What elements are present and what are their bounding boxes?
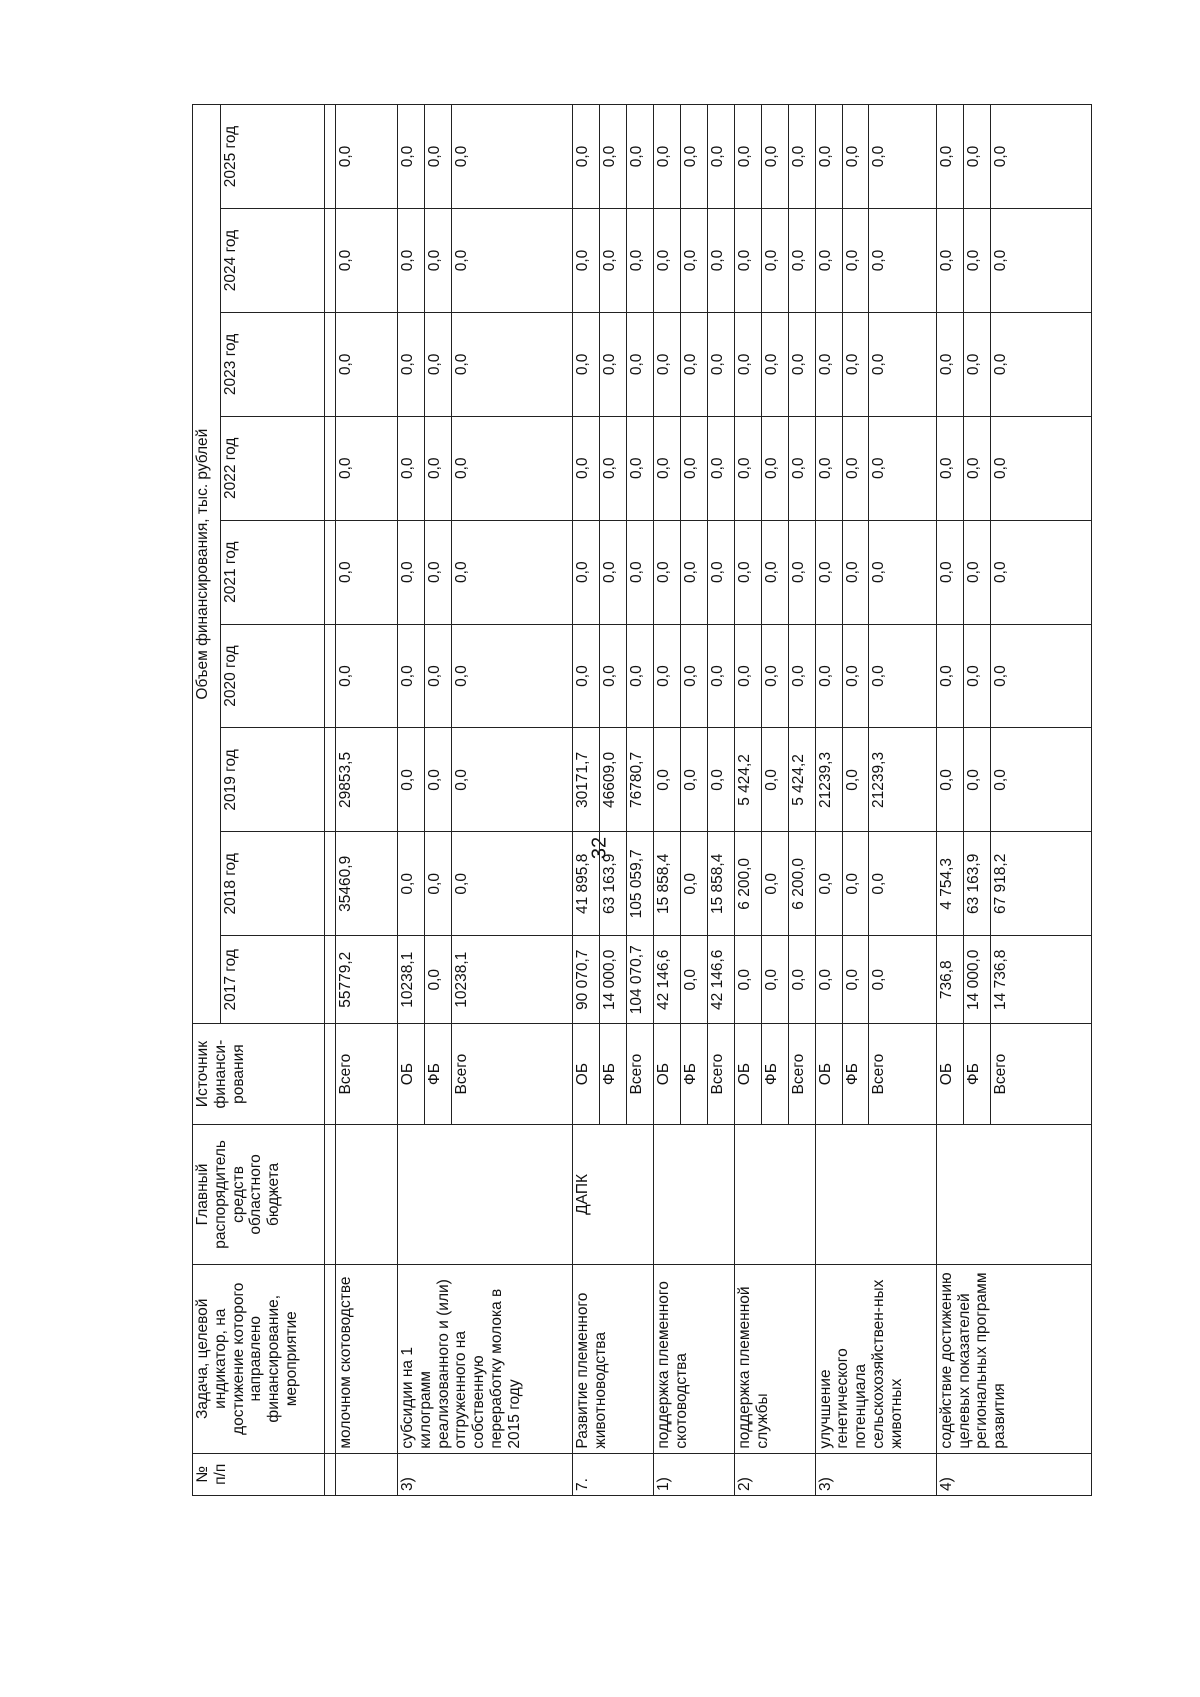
value-cell: 0,0 bbox=[815, 832, 842, 936]
financing-table bbox=[192, 104, 1092, 1496]
value-cell: 0,0 bbox=[734, 209, 761, 313]
value-cell: 0,0 bbox=[761, 936, 788, 1024]
header-year: 2019 год bbox=[221, 728, 325, 832]
value-cell: 0,0 bbox=[336, 312, 398, 416]
value-cell: 0,0 bbox=[680, 312, 707, 416]
value-cell: 14 736,8 bbox=[990, 936, 1091, 1024]
value-cell: 0,0 bbox=[397, 312, 424, 416]
value-cell: 0,0 bbox=[336, 624, 398, 728]
source-cell: Всего bbox=[707, 1024, 734, 1125]
value-cell: 0,0 bbox=[397, 624, 424, 728]
value-cell: 0,0 bbox=[397, 416, 424, 520]
value-cell: 0,0 bbox=[680, 209, 707, 313]
task-cell: содействие достижению целевых показателей региональных программ развития bbox=[936, 1264, 1091, 1453]
value-cell: 0,0 bbox=[734, 936, 761, 1024]
source-cell: ОБ bbox=[653, 1024, 680, 1125]
value-cell: 0,0 bbox=[842, 728, 869, 832]
value-cell: 0,0 bbox=[627, 312, 654, 416]
value-cell: 0,0 bbox=[424, 105, 451, 209]
value-cell: 14 000,0 bbox=[600, 936, 627, 1024]
value-cell: 41 895,8 bbox=[573, 832, 600, 936]
value-cell: 6 200,0 bbox=[734, 832, 761, 936]
value-cell: 14 000,0 bbox=[963, 936, 990, 1024]
value-cell: 0,0 bbox=[815, 105, 842, 209]
value-cell: 0,0 bbox=[788, 520, 815, 624]
value-cell: 0,0 bbox=[707, 520, 734, 624]
header-year: 2022 год bbox=[221, 416, 325, 520]
header-row-1 bbox=[193, 105, 221, 1496]
value-cell: 0,0 bbox=[815, 520, 842, 624]
source-cell: Всего bbox=[451, 1024, 572, 1125]
source-cell: Всего bbox=[336, 1024, 398, 1125]
page-number: 32 bbox=[588, 836, 611, 860]
value-cell: 0,0 bbox=[869, 416, 936, 520]
value-cell: 0,0 bbox=[761, 105, 788, 209]
header-year: 2018 год bbox=[221, 832, 325, 936]
value-cell: 0,0 bbox=[424, 728, 451, 832]
header-year: 2023 год bbox=[221, 312, 325, 416]
source-cell: ФБ bbox=[761, 1024, 788, 1125]
value-cell: 0,0 bbox=[653, 520, 680, 624]
value-cell: 0,0 bbox=[627, 416, 654, 520]
value-cell: 0,0 bbox=[734, 520, 761, 624]
value-cell: 0,0 bbox=[680, 624, 707, 728]
value-cell: 0,0 bbox=[761, 209, 788, 313]
value-cell: 0,0 bbox=[936, 209, 963, 313]
value-cell: 15 858,4 bbox=[707, 832, 734, 936]
value-cell: 0,0 bbox=[424, 832, 451, 936]
task-cell: субсидии на 1 килограмм реализованного и (или) отгруженного на собственную переработку молока в 2015 году bbox=[397, 1264, 572, 1453]
value-cell: 0,0 bbox=[842, 832, 869, 936]
header-task: Задача, целевой индикатор, на достижение которого направлено финансирование, мероприятие bbox=[193, 1264, 325, 1453]
value-cell: 46609,0 bbox=[600, 728, 627, 832]
value-cell: 0,0 bbox=[734, 624, 761, 728]
source-cell: ОБ bbox=[936, 1024, 963, 1125]
value-cell: 0,0 bbox=[788, 624, 815, 728]
value-cell: 0,0 bbox=[990, 312, 1091, 416]
value-cell: 0,0 bbox=[963, 209, 990, 313]
value-cell: 0,0 bbox=[600, 105, 627, 209]
value-cell: 0,0 bbox=[761, 520, 788, 624]
value-cell: 0,0 bbox=[734, 312, 761, 416]
value-cell: 0,0 bbox=[990, 520, 1091, 624]
value-cell: 0,0 bbox=[815, 624, 842, 728]
value-cell: 0,0 bbox=[573, 520, 600, 624]
value-cell: 0,0 bbox=[761, 832, 788, 936]
value-cell: 0,0 bbox=[451, 209, 572, 313]
header-year: 2020 год bbox=[221, 624, 325, 728]
value-cell: 0,0 bbox=[734, 416, 761, 520]
header-source: Источник финанси-рования bbox=[193, 1024, 325, 1125]
value-cell: 21239,3 bbox=[815, 728, 842, 832]
value-cell: 0,0 bbox=[936, 105, 963, 209]
row-number: 7. bbox=[573, 1453, 654, 1495]
task-cell: Развитие племенного животноводства bbox=[573, 1264, 654, 1453]
value-cell: 0,0 bbox=[451, 728, 572, 832]
row-number: 4) bbox=[936, 1453, 1091, 1495]
value-cell: 0,0 bbox=[990, 209, 1091, 313]
source-cell: ФБ bbox=[842, 1024, 869, 1125]
value-cell: 0,0 bbox=[680, 936, 707, 1024]
value-cell: 0,0 bbox=[869, 520, 936, 624]
row-number: 3) bbox=[397, 1453, 572, 1495]
value-cell: 5 424,2 bbox=[788, 728, 815, 832]
value-cell: 0,0 bbox=[963, 416, 990, 520]
header-year: 2017 год bbox=[221, 936, 325, 1024]
value-cell: 0,0 bbox=[573, 105, 600, 209]
value-cell: 0,0 bbox=[761, 624, 788, 728]
value-cell: 104 070,7 bbox=[627, 936, 654, 1024]
value-cell: 0,0 bbox=[573, 624, 600, 728]
source-cell: ОБ bbox=[573, 1024, 600, 1125]
value-cell: 0,0 bbox=[963, 520, 990, 624]
value-cell: 63 163,9 bbox=[963, 832, 990, 936]
value-cell: 0,0 bbox=[936, 416, 963, 520]
value-cell: 0,0 bbox=[936, 624, 963, 728]
value-cell: 0,0 bbox=[990, 105, 1091, 209]
value-cell: 0,0 bbox=[336, 105, 398, 209]
value-cell: 76780,7 bbox=[627, 728, 654, 832]
row-number: 3) bbox=[815, 1453, 936, 1495]
value-cell: 5 424,2 bbox=[734, 728, 761, 832]
table-row bbox=[397, 105, 424, 1496]
value-cell: 0,0 bbox=[451, 416, 572, 520]
value-cell: 15 858,4 bbox=[653, 832, 680, 936]
value-cell: 67 918,2 bbox=[990, 832, 1091, 936]
value-cell: 90 070,7 bbox=[573, 936, 600, 1024]
value-cell: 0,0 bbox=[600, 416, 627, 520]
value-cell: 0,0 bbox=[707, 624, 734, 728]
value-cell: 21239,3 bbox=[869, 728, 936, 832]
source-cell: ФБ bbox=[424, 1024, 451, 1125]
value-cell: 0,0 bbox=[761, 312, 788, 416]
value-cell: 0,0 bbox=[573, 209, 600, 313]
distributor-cell: ДАПК bbox=[573, 1124, 654, 1264]
value-cell: 55779,2 bbox=[336, 936, 398, 1024]
value-cell: 0,0 bbox=[600, 520, 627, 624]
value-cell: 0,0 bbox=[397, 105, 424, 209]
table-row bbox=[815, 105, 842, 1496]
value-cell: 0,0 bbox=[869, 105, 936, 209]
value-cell: 0,0 bbox=[936, 520, 963, 624]
value-cell: 10238,1 bbox=[451, 936, 572, 1024]
value-cell: 0,0 bbox=[963, 624, 990, 728]
value-cell: 0,0 bbox=[842, 312, 869, 416]
value-cell: 0,0 bbox=[815, 312, 842, 416]
spacer-row bbox=[325, 105, 336, 1496]
header-distributor: Главный распорядитель средств областного бюджета bbox=[193, 1124, 325, 1264]
header-volume: Объем финансирования, тыс. рублей bbox=[193, 105, 221, 1024]
source-cell: ФБ bbox=[680, 1024, 707, 1125]
source-cell: ФБ bbox=[600, 1024, 627, 1125]
value-cell: 0,0 bbox=[788, 105, 815, 209]
value-cell: 0,0 bbox=[990, 416, 1091, 520]
row-number: 1) bbox=[653, 1453, 734, 1495]
value-cell: 0,0 bbox=[451, 520, 572, 624]
value-cell: 0,0 bbox=[397, 520, 424, 624]
value-cell: 0,0 bbox=[424, 624, 451, 728]
task-cell: улучшение генетического потенциала сельскохозяйствен-ных животных bbox=[815, 1264, 936, 1453]
value-cell: 0,0 bbox=[653, 416, 680, 520]
value-cell: 0,0 bbox=[653, 624, 680, 728]
table-row bbox=[734, 105, 761, 1496]
value-cell: 0,0 bbox=[869, 832, 936, 936]
value-cell: 0,0 bbox=[963, 312, 990, 416]
task-cell: молочном скотоводстве bbox=[336, 1264, 398, 1453]
task-cell: поддержка племенного скотоводства bbox=[653, 1264, 734, 1453]
value-cell: 0,0 bbox=[653, 728, 680, 832]
value-cell: 0,0 bbox=[653, 209, 680, 313]
source-cell: ФБ bbox=[963, 1024, 990, 1125]
value-cell: 0,0 bbox=[451, 832, 572, 936]
value-cell: 0,0 bbox=[451, 624, 572, 728]
value-cell: 0,0 bbox=[627, 624, 654, 728]
value-cell: 0,0 bbox=[627, 209, 654, 313]
value-cell: 42 146,6 bbox=[707, 936, 734, 1024]
value-cell: 0,0 bbox=[707, 105, 734, 209]
value-cell: 0,0 bbox=[963, 728, 990, 832]
value-cell: 0,0 bbox=[869, 312, 936, 416]
table-row bbox=[936, 105, 963, 1496]
source-cell: Всего bbox=[990, 1024, 1091, 1125]
value-cell: 0,0 bbox=[842, 624, 869, 728]
value-cell: 0,0 bbox=[627, 105, 654, 209]
value-cell: 0,0 bbox=[815, 209, 842, 313]
value-cell: 0,0 bbox=[680, 520, 707, 624]
value-cell: 0,0 bbox=[451, 312, 572, 416]
value-cell: 0,0 bbox=[707, 209, 734, 313]
value-cell: 0,0 bbox=[680, 832, 707, 936]
value-cell: 0,0 bbox=[842, 209, 869, 313]
value-cell: 105 059,7 bbox=[627, 832, 654, 936]
table-row bbox=[573, 105, 600, 1496]
value-cell: 736,8 bbox=[936, 936, 963, 1024]
value-cell: 30171,7 bbox=[573, 728, 600, 832]
value-cell: 0,0 bbox=[424, 520, 451, 624]
rotated-table-container bbox=[192, 104, 1092, 1496]
value-cell: 0,0 bbox=[627, 520, 654, 624]
value-cell: 0,0 bbox=[680, 105, 707, 209]
value-cell: 42 146,6 bbox=[653, 936, 680, 1024]
value-cell: 0,0 bbox=[869, 209, 936, 313]
header-year: 2021 год bbox=[221, 520, 325, 624]
value-cell: 0,0 bbox=[842, 416, 869, 520]
task-cell: поддержка племенной службы bbox=[734, 1264, 815, 1453]
value-cell: 0,0 bbox=[842, 105, 869, 209]
value-cell: 0,0 bbox=[815, 936, 842, 1024]
value-cell: 4 754,3 bbox=[936, 832, 963, 936]
value-cell: 0,0 bbox=[869, 624, 936, 728]
value-cell: 0,0 bbox=[336, 209, 398, 313]
value-cell: 0,0 bbox=[936, 728, 963, 832]
value-cell: 0,0 bbox=[573, 312, 600, 416]
value-cell: 0,0 bbox=[761, 728, 788, 832]
value-cell: 0,0 bbox=[336, 416, 398, 520]
value-cell: 10238,1 bbox=[397, 936, 424, 1024]
value-cell: 0,0 bbox=[990, 624, 1091, 728]
value-cell: 0,0 bbox=[869, 936, 936, 1024]
value-cell: 0,0 bbox=[600, 312, 627, 416]
value-cell: 63 163,9 bbox=[600, 832, 627, 936]
value-cell: 0,0 bbox=[573, 416, 600, 520]
value-cell: 0,0 bbox=[680, 416, 707, 520]
value-cell: 0,0 bbox=[707, 312, 734, 416]
value-cell: 0,0 bbox=[424, 312, 451, 416]
value-cell: 0,0 bbox=[734, 105, 761, 209]
value-cell: 29853,5 bbox=[336, 728, 398, 832]
table-row bbox=[653, 105, 680, 1496]
value-cell: 6 200,0 bbox=[788, 832, 815, 936]
value-cell: 0,0 bbox=[842, 936, 869, 1024]
value-cell: 0,0 bbox=[761, 416, 788, 520]
value-cell: 35460,9 bbox=[336, 832, 398, 936]
value-cell: 0,0 bbox=[842, 520, 869, 624]
value-cell: 0,0 bbox=[397, 832, 424, 936]
value-cell: 0,0 bbox=[600, 624, 627, 728]
header-year: 2024 год bbox=[221, 209, 325, 313]
header-num: № п/п bbox=[193, 1453, 325, 1495]
value-cell: 0,0 bbox=[397, 728, 424, 832]
value-cell: 0,0 bbox=[963, 105, 990, 209]
value-cell: 0,0 bbox=[653, 312, 680, 416]
value-cell: 0,0 bbox=[788, 936, 815, 1024]
value-cell: 0,0 bbox=[990, 728, 1091, 832]
table-row bbox=[336, 105, 398, 1496]
value-cell: 0,0 bbox=[451, 105, 572, 209]
value-cell: 0,0 bbox=[707, 728, 734, 832]
value-cell: 0,0 bbox=[680, 728, 707, 832]
source-cell: ОБ bbox=[734, 1024, 761, 1125]
source-cell: Всего bbox=[627, 1024, 654, 1125]
value-cell: 0,0 bbox=[815, 416, 842, 520]
value-cell: 0,0 bbox=[707, 416, 734, 520]
value-cell: 0,0 bbox=[424, 936, 451, 1024]
value-cell: 0,0 bbox=[397, 209, 424, 313]
value-cell: 0,0 bbox=[336, 520, 398, 624]
source-cell: ОБ bbox=[397, 1024, 424, 1125]
value-cell: 0,0 bbox=[600, 209, 627, 313]
source-cell: Всего bbox=[869, 1024, 936, 1125]
value-cell: 0,0 bbox=[653, 105, 680, 209]
value-cell: 0,0 bbox=[424, 209, 451, 313]
value-cell: 0,0 bbox=[788, 416, 815, 520]
value-cell: 0,0 bbox=[788, 312, 815, 416]
header-year: 2025 год bbox=[221, 105, 325, 209]
value-cell: 0,0 bbox=[424, 416, 451, 520]
source-cell: ОБ bbox=[815, 1024, 842, 1125]
value-cell: 0,0 bbox=[788, 209, 815, 313]
source-cell: Всего bbox=[788, 1024, 815, 1125]
value-cell: 0,0 bbox=[936, 312, 963, 416]
row-number: 2) bbox=[734, 1453, 815, 1495]
